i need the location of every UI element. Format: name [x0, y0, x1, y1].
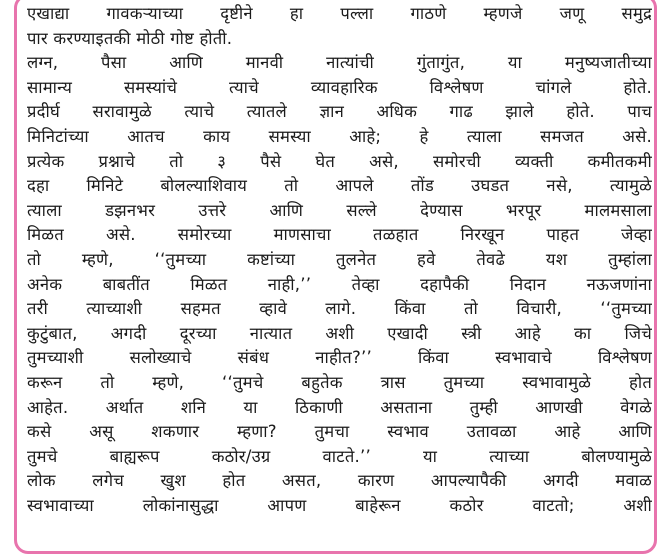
text-line: अनेक बाबतींत मिळत नाही,’’ तेव्हा दहापैकी निदान नऊजणांना: [27, 274, 652, 294]
text-line: कुटुंबात, अगदी दूरच्या नात्यात अशी एखादी स्त्री आहे का जिचे: [27, 323, 652, 343]
text-line: आहेत. अर्थात शनि या ठिकाणी असताना तुम्ही आणखी वेगळे: [27, 397, 652, 417]
text-line: त्याला डझनभर उत्तरे आणि सल्ले देण्यास भरपूर मालमसाला: [27, 200, 652, 220]
text-line: मिळत असे. समोरच्या माणसाचा तळहात निरखून पाहत जेव्हा: [27, 225, 652, 245]
text-line: स्वभावाच्या लोकांनासुद्धा आपण बाहेरून कठोर वाटतो; अशी: [27, 495, 652, 515]
text-line: पार करण्याइतकी मोठी गोष्ट होती.: [27, 28, 233, 48]
text-line: तो म्हणे, ‘‘तुमच्या कष्टांच्या तुलनेत हवे तेवढे यश तुम्हांला: [27, 249, 652, 269]
text-block: [27, 2, 652, 518]
text-line: तुमच्याशी सलोख्याचे संबंध नाहीत?’’ किंवा स्वभावाचे विश्लेषण: [27, 348, 652, 368]
text-line: प्रदीर्घ सरावामुळे त्याचे त्यातले ज्ञान अधिक गाढ झाले होते. पाच: [27, 102, 652, 122]
text-line: लग्न, पैसा आणि मानवी नात्यांची गुंतागुंत, या मनुष्यजातीच्या: [27, 53, 652, 73]
text-line: लोक लगेच खुश होत असत, कारण आपल्यापैकी अगदी मवाळ: [27, 471, 652, 491]
text-line: करून तो म्हणे, ‘‘तुमचे बहुतेक त्रास तुमच्या स्वभावामुळे होत: [27, 372, 652, 392]
text-line: कसे असू शकणार म्हणा? तुमचा स्वभाव उतावळा आहे आणि: [27, 422, 652, 442]
text-line: तरी त्याच्याशी सहमत व्हावे लागे. किंवा तो विचारी, ‘‘तुमच्या: [27, 299, 652, 319]
text-line: दहा मिनिटे बोलल्याशिवाय तो आपले तोंड उघडत नसे, त्यामुळे: [27, 176, 652, 196]
text-line: सामान्य समस्यांचे त्याचे व्यावहारिक विश्लेषण चांगले होते.: [27, 77, 652, 97]
text-line: तुमचे बाह्यरूप कठोर/उग्र वाटते.’’ या त्याच्या बोलण्यामुळे: [27, 446, 652, 466]
text-line: एखाद्या गावकऱ्याच्या दृष्टीने हा पल्ला गाठणे म्हणजे जणू समुद्र: [27, 4, 652, 23]
text-line: मिनिटांच्या आतच काय समस्या आहे; हे त्याला समजत असे.: [27, 126, 652, 146]
text-line: प्रत्येक प्रश्नाचे तो ३ पैसे घेत असे, समोरची व्यक्ती कमीतकमी: [27, 151, 652, 171]
